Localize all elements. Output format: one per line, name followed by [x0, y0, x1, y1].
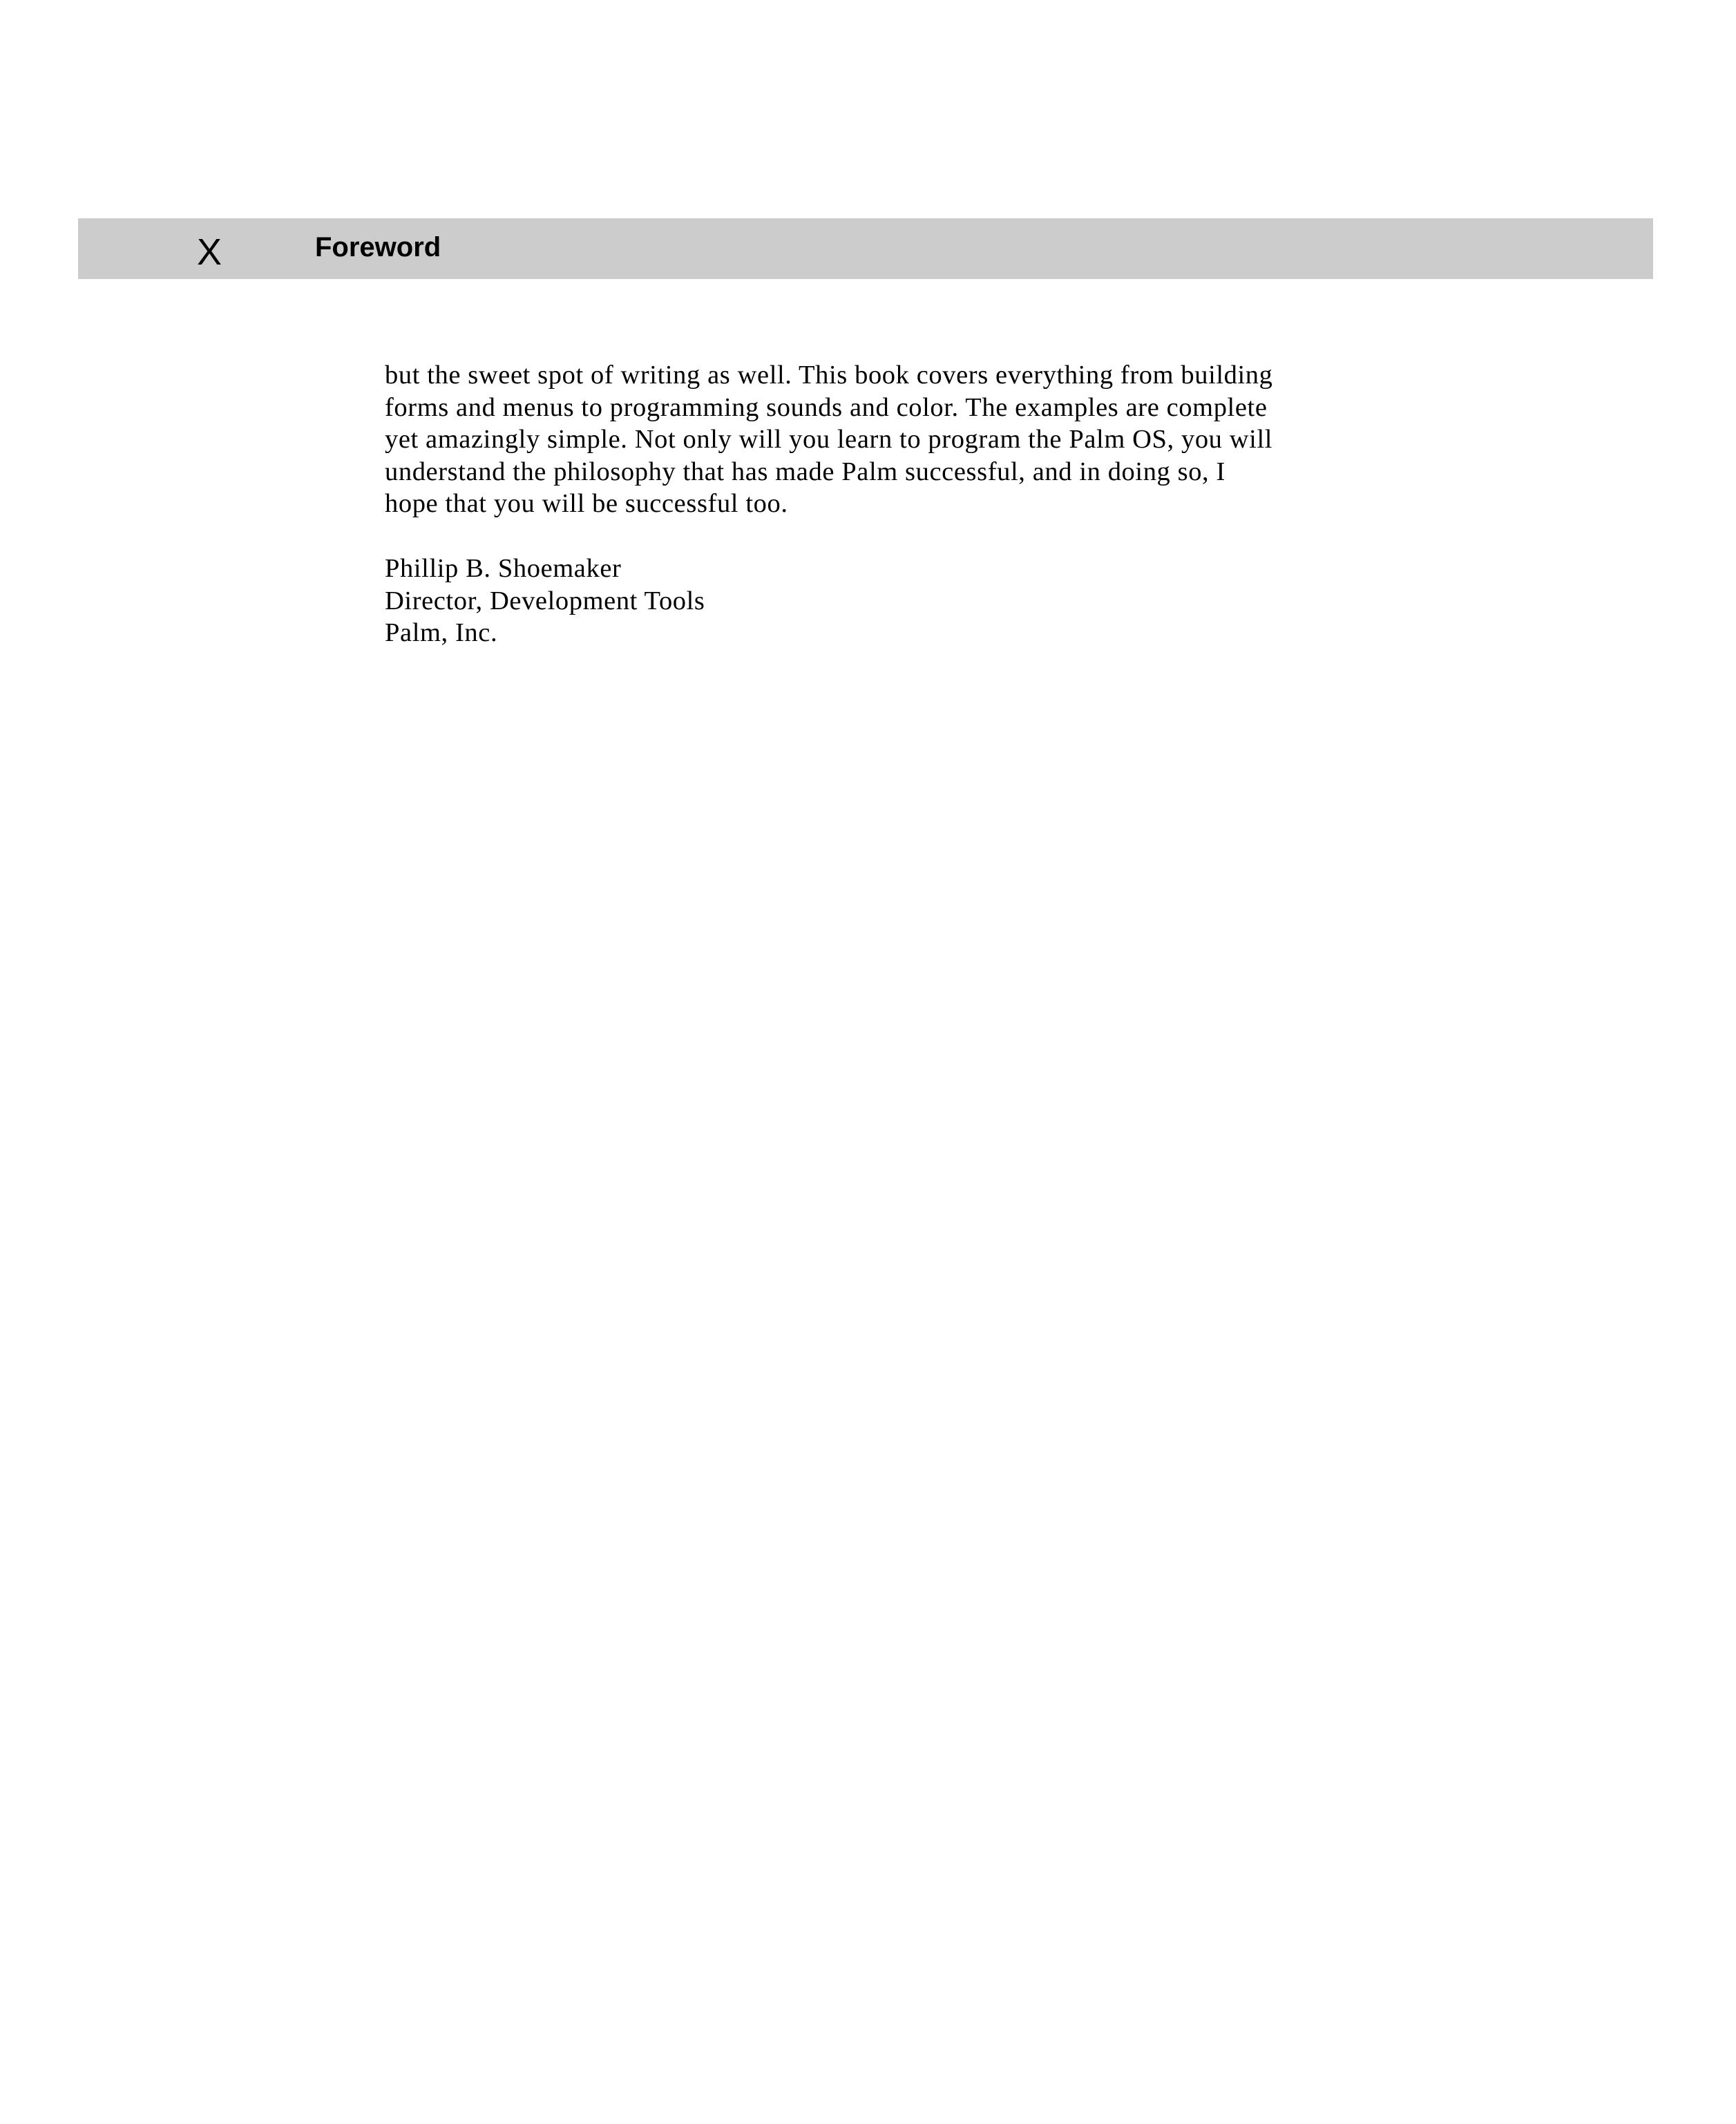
signature-company: Palm, Inc.: [385, 618, 498, 648]
signature-name: Phillip B. Shoemaker: [385, 554, 622, 583]
body-paragraph: [385, 359, 1421, 520]
signature-block: [385, 553, 705, 649]
paragraph-line: yet amazingly simple. Not only will you learn to program the Palm OS, you will: [385, 425, 1273, 455]
signature-title: Director, Development Tools: [385, 586, 705, 615]
paragraph-line: understand the philosophy that has made Palm successful, and in doing so, I: [385, 457, 1225, 486]
paragraph-line: hope that you will be successful too.: [385, 489, 788, 519]
running-header-band: [78, 218, 1653, 279]
section-title: Foreword: [315, 232, 441, 262]
paragraph-line: forms and menus to programming sounds and color. The examples are complete: [385, 392, 1268, 422]
paragraph-line: but the sweet spot of writing as well. This book covers everything from building: [385, 361, 1273, 390]
page-number: X: [197, 231, 222, 273]
